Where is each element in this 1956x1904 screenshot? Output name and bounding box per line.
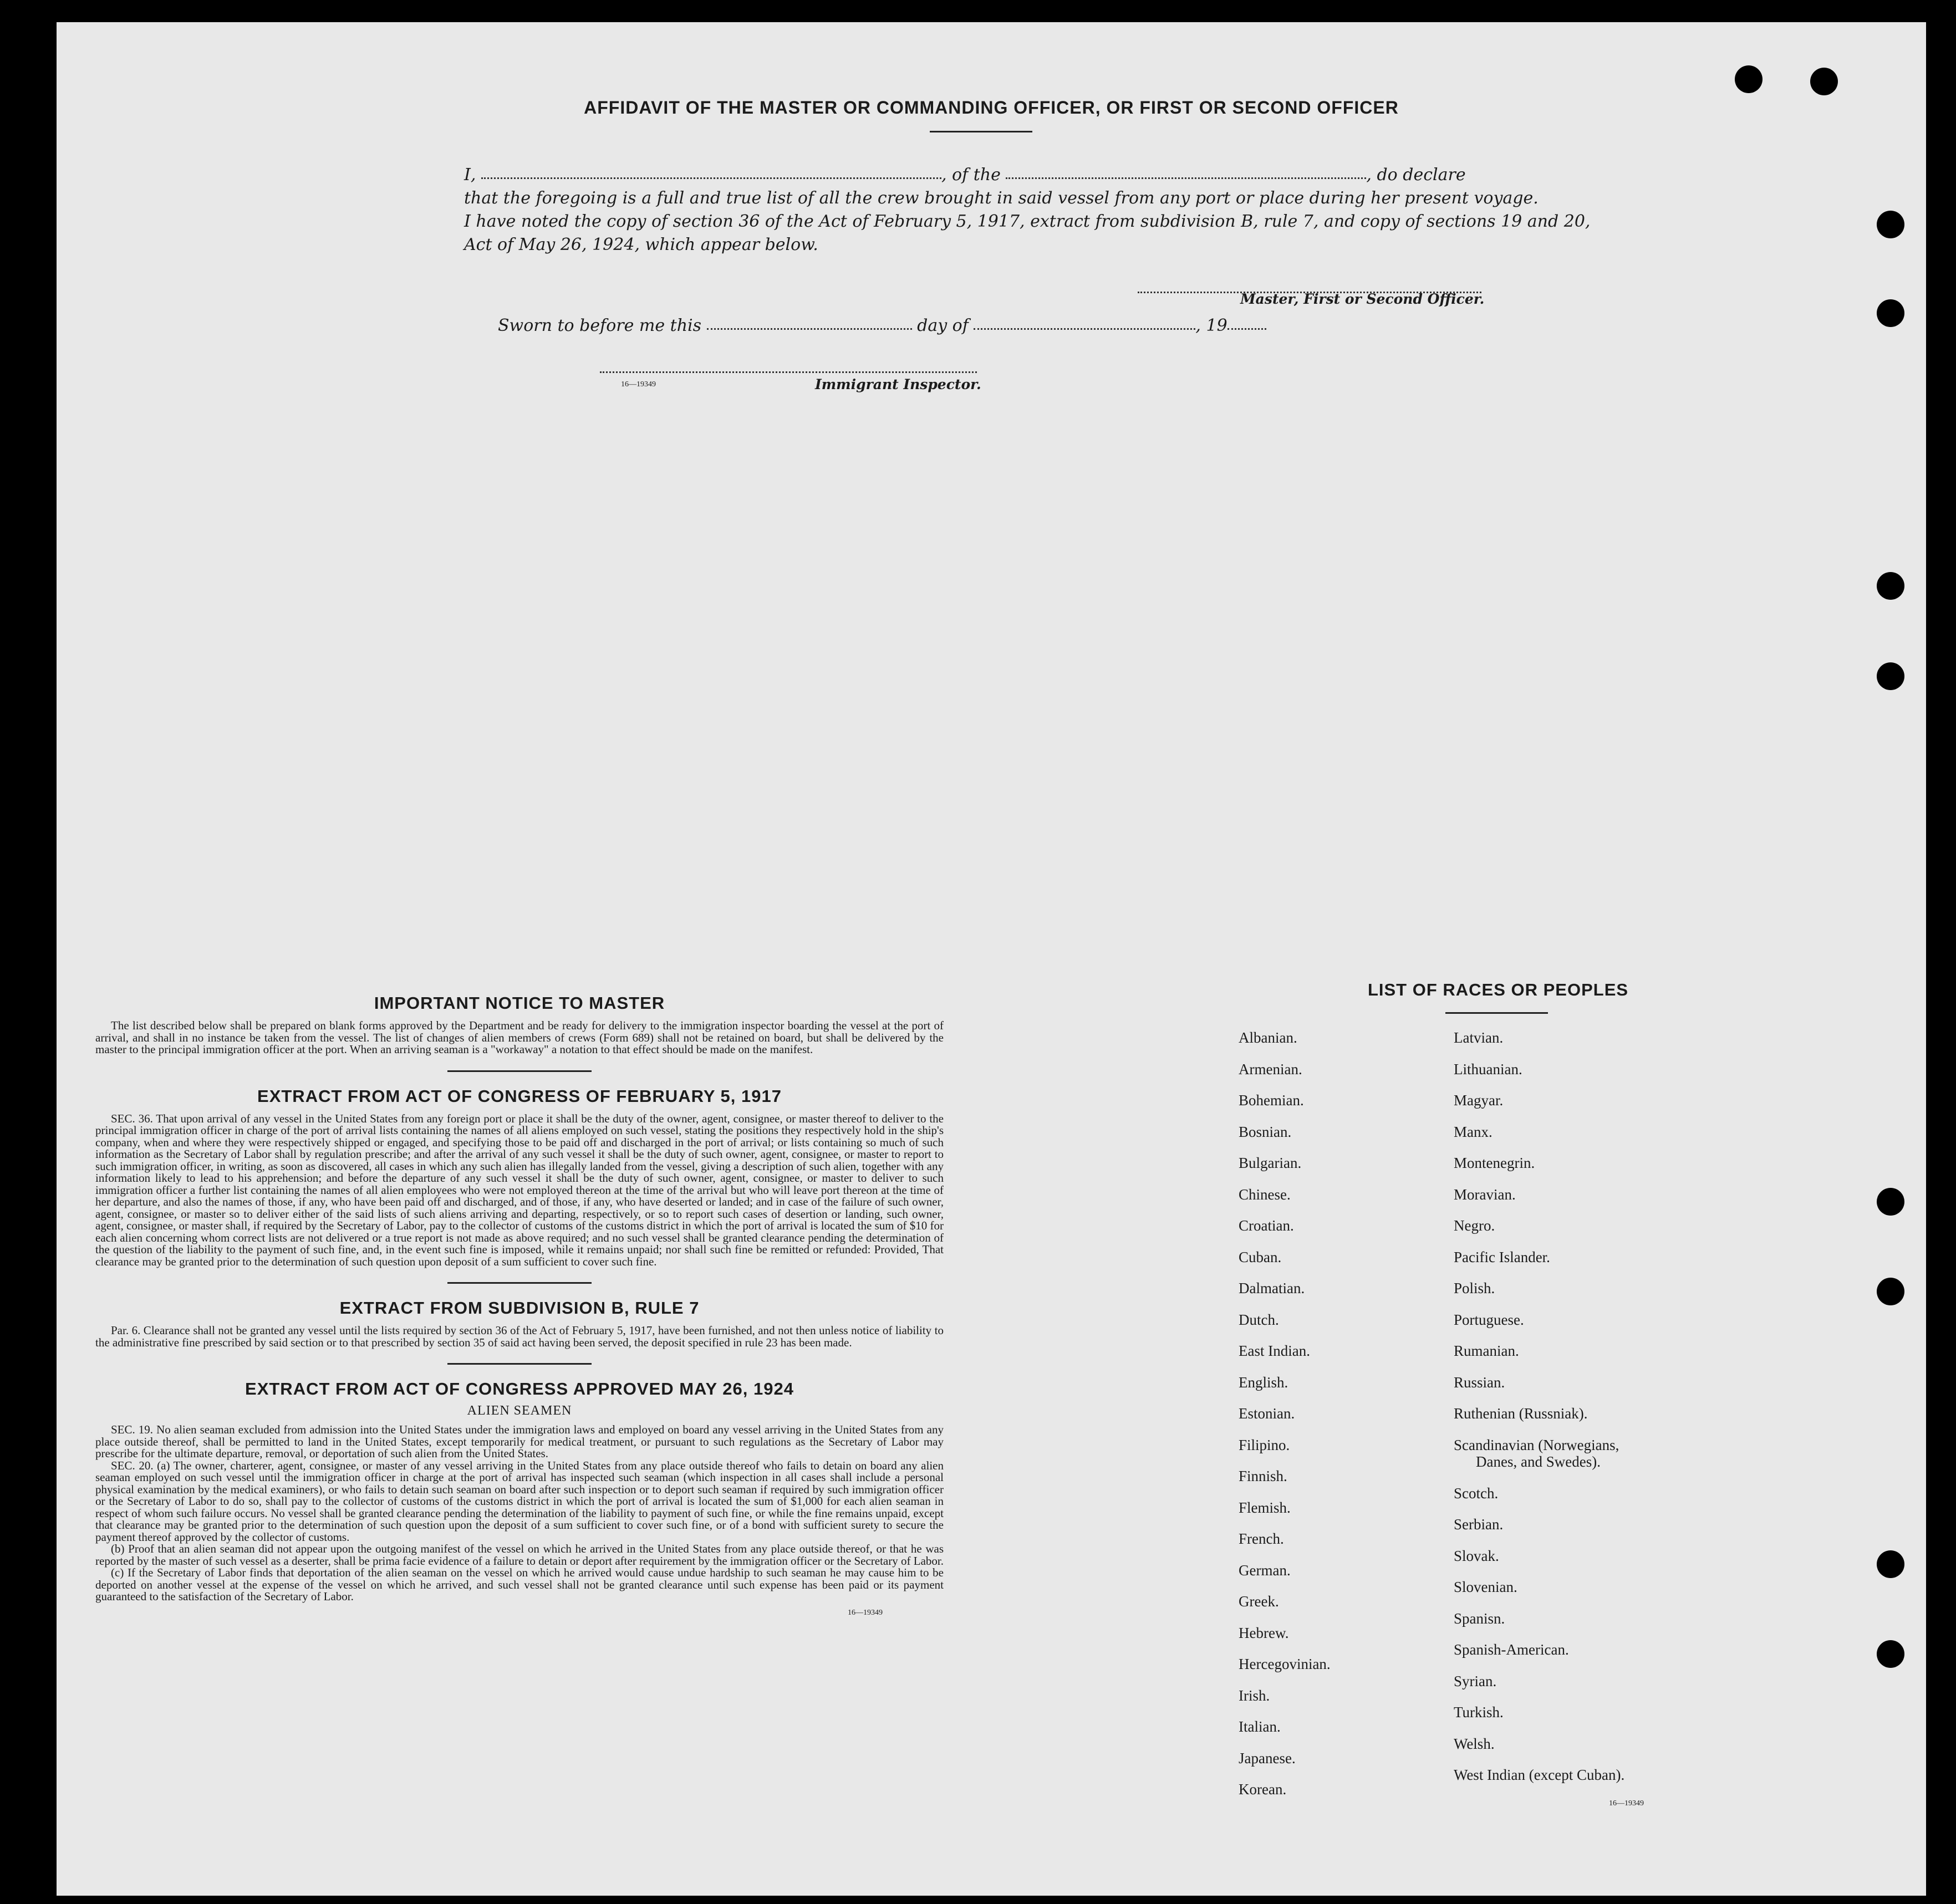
race-item: West Indian (except Cuban). [1454,1767,1625,1783]
race-item: Flemish. [1239,1499,1291,1516]
par-6-paragraph: Par. 6. Clearance shall not be granted any vessel until the lists required by section 36 of the Act of February 5, 1917, have been furnished, and not then unless notice of liability to the administrative fine prescribed by said section or to that prescribed by section 35 of said act having been served, the deposit specified in rule 23 has been made. [95,1324,944,1349]
race-item: Armenian. [1239,1060,1302,1078]
punch-hole [1877,211,1904,238]
race-item: Dalmatian. [1239,1280,1305,1296]
punch-hole [1877,299,1904,327]
punch-hole [1877,662,1904,690]
form-number: 16—19349 [621,380,656,389]
race-item: Portuguese. [1454,1311,1524,1328]
race-item: English. [1239,1374,1288,1391]
year-blank[interactable] [1227,324,1266,330]
notice-text [95,1020,944,1056]
race-item: German. [1239,1561,1291,1579]
extract-1924-text [95,1424,944,1603]
race-item: Korean. [1239,1781,1287,1798]
punch-hole [1877,1550,1904,1578]
section-36-paragraph: SEC. 36. That upon arrival of any vessel in the United States from any foreign port or place it shall be the duty of the owner, agent, consignee, or master thereof to deliver to the principal immigration officer in charge of the port of arrival lists containing the names of all aliens employed on such vessel, stating the positions they respectively hold in the ship's company, when and where they were respectively shipped or engaged, and specifying those to be paid off and discharged in the port of arrival; or lists containing so much of such information as the Secretary of Labor shall by regulation prescribe; and after the arrival of any such vessel it shall be the duty of such owner, agent, consignee, or master to report to such immigration officer, in writing, as soon as discovered, all cases in which any such alien has illegally landed from the vessel, giving a description of such alien, together with any information likely to lead to his apprehension; and before the departure of any such vessel it shall be the duty of such owner, agent, consignee, or master to deliver to such immigration officer a further list containing the names of all alien employees who were not employed thereon at the time of the arrival but who will leave port thereon at the time of her departure, and also the names of those, if any, who have been paid off and discharged, and of those, if any, who have deserted or landed; and in case of the failure of such owner, agent, consignee, or master so to deliver either of the said lists of such aliens arriving and departing, respectively, or so to report such cases of desertion or landing, such owner, agent, consignee, or master shall, if required by the Secretary of Labor, pay to the collector of customs of the customs district in which the port of arrival is located the sum of $10 for each alien concerning whom correct lists are not delivered or a true report is not made as above required; and no such vessel shall be granted clearance pending the determination of the question of the liability to the payment of such fine, and, in the event such fine is imposed, while it remains unpaid; nor shall such fine be remitted or refunded: Provided, That clearance may be granted prior to the determination of such question upon deposit of a sum sufficient to cover such fine. [95,1111,944,1268]
race-item: Syrian. [1454,1672,1497,1689]
race-item: Polish. [1454,1280,1495,1296]
form-number: 16—19349 [1609,1799,1644,1808]
sec-20b-paragraph: (b) Proof that an alien seaman did not appear upon the outgoing manifest of the vessel on which he arrived in the United States from any place outside thereof, or that he was reported by the master of such vessel as a deserter, shall be prima facie evidence of a failure to detain or deport after requirement by the immigration officer or the Secretary of Labor. [95,1542,944,1568]
sec-20c-paragraph: (c) If the Secretary of Labor finds that deportation of the alien seaman on the vessel on which he arrived would cause undue hardship to such seaman he may cause him to be deported on another vessel at the expense of the vessel on which he arrived, and such vessel shall not be granted clearance until such expense has been paid or its payment guaranteed to the satisfaction of the Secretary of Labor. [95,1566,944,1603]
name-blank[interactable] [481,173,941,179]
day-blank[interactable] [707,324,912,330]
race-item: Bohemian. [1239,1092,1304,1109]
race-item: Chinese. [1239,1186,1291,1203]
race-item: Bosnian. [1239,1123,1292,1140]
race-item: Moravian. [1454,1186,1516,1203]
race-item: Greek. [1239,1593,1279,1610]
race-item: Albanian. [1239,1029,1297,1046]
sworn-line [498,315,1330,337]
race-item: Hercegovinian. [1239,1656,1331,1672]
i-label: I, [464,165,476,185]
sec-19-paragraph: SEC. 19. No alien seaman excluded from admission into the United States under the immigration laws and employed on board any vessel arriving in the United States from any place outside thereof, shall be permitted to land in the United States, except temporarily for medical treatment, or pursuant to such regulations as the Secretary of Labor may prescribe for the ultimate departure, removal, or deportation of such alien from the United States. [95,1423,944,1460]
notice-section [95,993,944,1617]
do-declare-label: , do declare [1366,165,1466,185]
race-item: Japanese. [1239,1749,1296,1767]
race-item: Lithuanian. [1454,1060,1522,1078]
section-rule [447,1070,592,1072]
race-item: Scandinavian (Norwegians, [1454,1436,1619,1453]
race-item: Spanish-American. [1454,1641,1569,1658]
document-page [57,22,1926,1896]
race-item: Scotch. [1454,1484,1499,1502]
race-item: Croatian. [1239,1217,1294,1234]
race-item: Cuban. [1239,1248,1282,1265]
race-item: Slovak. [1454,1547,1499,1564]
punch-hole [1735,65,1763,93]
notice-title: IMPORTANT NOTICE TO MASTER [374,993,665,1013]
section-rule [447,1282,592,1284]
race-item: Magyar. [1454,1092,1504,1109]
race-item: Irish. [1239,1687,1270,1704]
race-item: Russian. [1454,1374,1505,1391]
affidavit-title: AFFIDAVIT OF THE MASTER OR COMMANDING OFFICER, OR FIRST OR SECOND OFFICER [584,98,1399,118]
race-item: Bulgarian. [1239,1155,1302,1171]
races-title: LIST OF RACES OR PEOPLES [1367,980,1629,999]
extract-1917-title: EXTRACT FROM ACT OF CONGRESS OF FEBRUARY 5, 1917 [257,1086,782,1106]
affidavit-line-2: that the foregoing is a full and true list of all the crew brought in said vessel from any port or place during her present voyage. [464,188,1539,208]
race-item: Rumanian. [1454,1343,1519,1359]
race-item: East Indian. [1239,1343,1310,1359]
sworn-label: Sworn to before me this [498,316,702,335]
of-the-label: , of the [941,165,1001,185]
race-item: Turkish. [1454,1704,1504,1721]
extract-1917-text [95,1113,944,1268]
races-column-2 [1454,1022,1624,1791]
race-item: Serbian. [1454,1516,1504,1533]
affidavit-line-3: I have noted the copy of section 36 of the Act of February 5, 1917, extract from subdivision B, rule 7, and copy of sections 19 and 20, [464,212,1591,231]
race-item: Ruthenian (Russniak). [1454,1405,1588,1422]
race-item: Montenegrin. [1454,1155,1535,1171]
day-of-label: day of [917,316,969,335]
race-item: Filipino. [1239,1436,1290,1453]
notice-paragraph: The list described below shall be prepared on blank forms approved by the Department and be ready for delivery to the immigration inspector boarding the vessel at the port of arrival, and shall in no instance be taken from the vessel. The list of changes of alien members of crews (Form 689) shall not be retained on board, but shall be delivered by the master to the principal immigration officer at the port. When an arriving seaman is a "workaway" a notation to that effect should be made on the manifest. [95,1019,944,1056]
year-label: , 19 [1195,316,1227,335]
race-item: Finnish. [1239,1468,1287,1484]
race-item: Spanisn. [1454,1610,1505,1627]
race-item: Danes, and Swedes). [1476,1453,1601,1470]
title-rule [930,131,1032,132]
affidavit-line-1 [464,164,1501,186]
alien-seamen-subtitle: ALIEN SEAMEN [467,1403,572,1418]
vessel-blank[interactable] [1006,173,1366,179]
inspector-signature-line[interactable] [600,367,977,373]
races-title-rule [1445,1012,1548,1014]
form-number: 16—19349 [848,1608,883,1617]
punch-hole [1877,1278,1904,1305]
extract-1924-title: EXTRACT FROM ACT OF CONGRESS APPROVED MAY 26, 1924 [245,1379,794,1398]
sec-20a-paragraph: SEC. 20. (a) The owner, charterer, agent, consignee, or master of any vessel arriving in the United States from any place outside thereof who fails to detain on board any alien seaman employed on such vessel until the immigration officer in charge at the port of arrival has inspected such seaman (which inspection in all cases shall include a personal physical examination by the medical examiners), or who fails to detain such seaman on board after such inspection or to deport such seaman if required by such immigration officer or the Secretary of Labor to do so, shall pay to the collector of customs of the customs district in which the port of arrival is located the sum of $1,000 for each alien seaman in respect of whom such failure occurs. No vessel shall be granted clearance pending the determination of the liability to payment of such fine, or while the fine remains unpaid, except that clearance may be granted prior to the determination of such question upon the deposit of a sum sufficient to cover such fine, or of a bond with sufficient surety to secure the payment thereof approved by the collector of customs. [95,1458,944,1544]
race-item: Estonian. [1239,1405,1295,1422]
rule-7-text [95,1325,944,1349]
month-blank[interactable] [974,324,1195,330]
punch-hole [1877,1640,1904,1668]
race-item: Negro. [1454,1217,1495,1234]
race-item: Italian. [1239,1718,1281,1735]
punch-hole [1877,572,1904,600]
race-item: Dutch. [1239,1311,1279,1328]
punch-hole [1877,1188,1904,1216]
master-signature-label: Master, First or Second Officer. [1240,291,1485,307]
rule-7-title: EXTRACT FROM SUBDIVISION B, RULE 7 [339,1298,700,1318]
inspector-label: Immigrant Inspector. [815,376,981,392]
race-item: Manx. [1454,1123,1493,1140]
punch-hole [1810,68,1838,95]
race-item: French. [1239,1530,1284,1547]
race-item: Hebrew. [1239,1624,1289,1641]
race-item: Pacific Islander. [1454,1248,1550,1265]
section-rule [447,1363,592,1365]
race-item: Welsh. [1454,1735,1495,1752]
affidavit-line-4: Act of May 26, 1924, which appear below. [464,235,818,254]
race-item: Latvian. [1454,1029,1504,1046]
race-item: Slovenian. [1454,1579,1517,1595]
races-column-1 [1239,1022,1331,1805]
